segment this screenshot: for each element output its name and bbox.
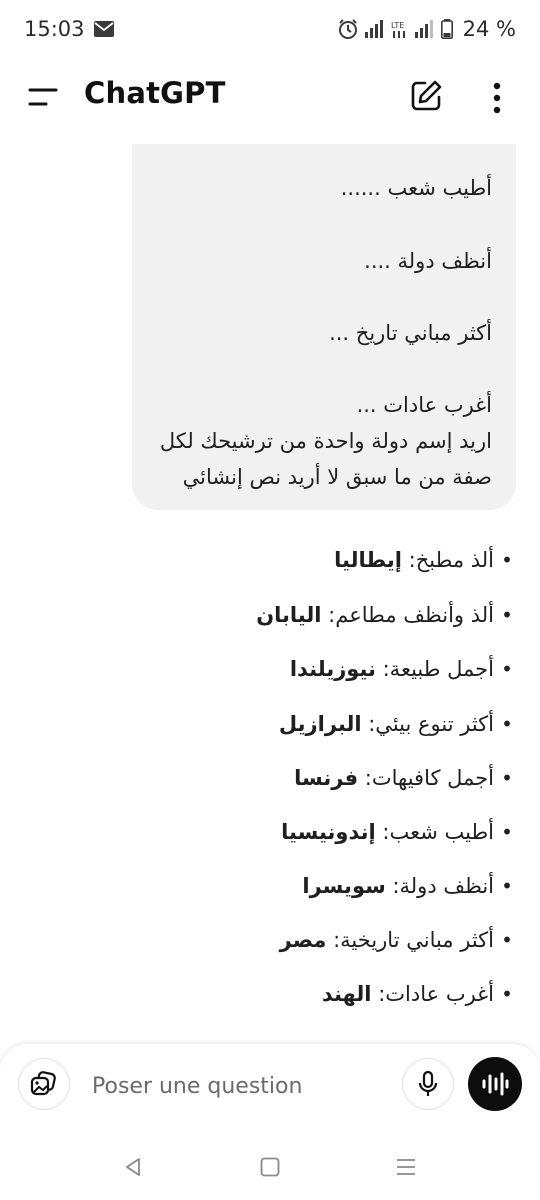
battery-percent: 24 % [462, 17, 516, 41]
user-message-line: أطيب شعب ...... [340, 176, 492, 200]
message-composer [0, 1044, 540, 1130]
item-value: نيوزيلندا [289, 657, 376, 681]
alarm-icon [337, 18, 359, 40]
item-label: ألذ وأنظف مطاعم: [328, 603, 494, 627]
item-label: أكثر تنوع بيئي: [368, 712, 494, 736]
item-label: ألذ مطبخ: [408, 548, 494, 572]
home-icon[interactable] [260, 1157, 280, 1177]
battery-icon [441, 19, 453, 39]
list-item: •ألذ مطبخ: إيطاليا [334, 548, 513, 572]
item-label: أجمل طبيعة: [382, 657, 494, 681]
item-value: الهند [321, 982, 372, 1006]
microphone-icon [417, 1070, 439, 1098]
list-item: •أجمل طبيعة: نيوزيلندا [289, 657, 513, 681]
item-value: اليابان [256, 603, 322, 627]
status-bar [0, 0, 540, 60]
attach-button[interactable] [18, 1058, 70, 1110]
voice-mode-icon [481, 1071, 509, 1097]
item-value: البرازيل [278, 712, 362, 736]
lte-icon [391, 20, 409, 38]
add-attachment-icon [30, 1071, 58, 1097]
item-value: إيطاليا [334, 548, 402, 572]
user-message-line: أغرب عادات ... [356, 393, 492, 417]
status-time: 15:03 [24, 17, 85, 41]
list-item: •أنظف دولة: سويسرا [302, 874, 513, 898]
message-input[interactable] [90, 1068, 384, 1104]
item-value: إندونيسيا [281, 820, 376, 844]
item-label: أغرب عادات: [378, 982, 494, 1006]
signal-icon [415, 20, 435, 38]
microphone-button[interactable] [402, 1058, 454, 1110]
item-label: أطيب شعب: [382, 820, 494, 844]
signal-icon [365, 20, 385, 38]
more-vertical-icon[interactable] [482, 78, 512, 118]
list-item: •أغرب عادات: الهند [321, 982, 513, 1006]
item-value: فرنسا [294, 766, 359, 790]
mail-icon [94, 21, 114, 37]
voice-mode-button[interactable] [468, 1057, 522, 1111]
new-chat-edit-icon[interactable] [408, 78, 444, 114]
list-item: •أكثر مباني تاريخية: مصر [279, 928, 513, 952]
item-label: أجمل كافيهات: [364, 766, 494, 790]
list-item: •أطيب شعب: إندونيسيا [281, 820, 513, 844]
app-header [0, 60, 540, 136]
user-message-line: اريد إسم دولة واحدة من ترشيحك لكل [159, 429, 492, 453]
list-item: •أجمل كافيهات: فرنسا [294, 766, 513, 790]
system-navigation-bar [0, 1140, 540, 1200]
user-message-line: أنظف دولة .... [364, 249, 492, 273]
item-label: أكثر مباني تاريخية: [333, 928, 494, 952]
item-label: أنظف دولة: [392, 874, 494, 898]
svg-text:LTE: LTE [390, 21, 404, 30]
app-title[interactable]: ChatGPT [84, 76, 226, 110]
user-message-line: أكثر مباني تاريخ ... [329, 321, 492, 345]
user-message-line: صفة من ما سبق لا أريد نص إنشائي [182, 465, 492, 489]
status-icons [337, 17, 516, 41]
recents-icon[interactable] [395, 1157, 417, 1177]
item-value: مصر [279, 928, 327, 952]
list-item: •ألذ وأنظف مطاعم: اليابان [256, 603, 513, 627]
back-icon[interactable] [122, 1156, 144, 1178]
item-value: سويسرا [302, 874, 386, 898]
user-message-bubble [132, 144, 516, 510]
list-item: •أكثر تنوع بيئي: البرازيل [278, 712, 513, 736]
menu-icon[interactable] [28, 84, 58, 112]
